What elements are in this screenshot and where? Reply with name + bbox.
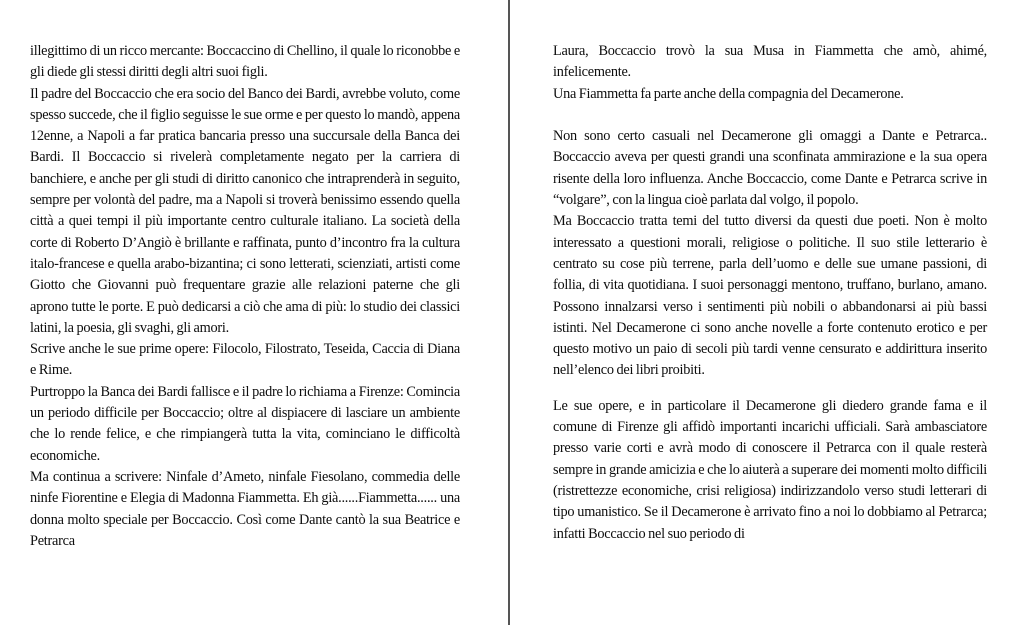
paragraph: Purtroppo la Banca dei Bardi fallisce e il padre lo richiama a Firenze: Comincia un periodo difficile per Boccaccio; oltre al dispiacere di lasciare un ambiente che lo rende felice, e che rimpiangerà tutta la vita, cominciano le difficoltà economiche. (30, 383, 460, 464)
paragraph: Non sono certo casuali nel Decamerone gli omaggi a Dante e Petrarca.. Boccaccio aveva per questi grandi una sconfinata ammirazione e la sua opera risente della loro influenza. Anche Boccaccio, come Dante e Petrarca scrive in “volgare”, con la lingua cioè parlata dal volgo, il popolo. (553, 128, 987, 209)
paragraph: Laura, Boccaccio trovò la sua Musa in Fiammetta che amò, ahimé, infelicemente. (553, 43, 987, 81)
paragraph: illegittimo di un ricco mercante: Boccaccino di Chellino, il quale lo riconobbe e gli diede gli stessi diritti degli altri suoi figli. (30, 43, 460, 81)
paragraph: Una Fiammetta fa parte anche della compagnia del Decamerone. (553, 85, 904, 102)
paragraph: Ma Boccaccio tratta temi del tutto diversi da questi due poeti. Non è molto interessato a questioni morali, religiose o politiche. Il suo stile letterario è centrato su cose più terrene, parla dell’uomo e delle sue umane passioni, di follia, di vita quotidiana. I suoi personaggi mentono, truffano, burlano, amano. Possono innalzarsi verso i sentimenti più nobili o abbandonarsi ai più bassi istinti. Nel Decamerone ci sono anche novelle a forte contenuto erotico e per questo motivo un paio di secoli più tardi venne censurato e addirittura inserito nell’elenco dei libri proibiti. (553, 213, 987, 379)
page-divider (508, 0, 510, 625)
page-left (30, 41, 460, 552)
paragraph: Ma continua a scrivere: Ninfale d’Ameto, ninfale Fiesolano, commedia delle ninfe Fiorentine e Elegia di Madonna Fiammetta. Eh già......Fiammetta...... una donna molto speciale per Boccaccio. Così come Dante cantò la sua Beatrice e Petrarca (30, 468, 460, 549)
paragraph: Le sue opere, e in particolare il Decamerone gli diedero grande fama e il comune di Firenze gli affidò importanti incarichi ufficiali. Sarà ambasciatore presso varie corti e avrà modo di conoscere il Petrarca con il quale resterà sempre in grande amicizia e che lo aiuterà a superare dei momenti molto difficili (ristrettezze economiche, crisi religiosa) indirizzandolo verso studi letterari di tipo umanistico. Se il Decamerone è arrivato fino a noi lo dobbiamo al Petrarca; infatti Boccaccio nel suo periodo di (553, 397, 987, 542)
paragraph: Il padre del Boccaccio che era socio del Banco dei Bardi, avrebbe voluto, come spesso succede, che il figlio seguisse le sue orme e per questo lo mandò, appena 12enne, a Napoli a far pratica bancaria presso una succursale della Banca dei Bardi. Il Boccaccio si rivelerà completamente negato per la carriera di banchiere, e anche per gli studi di diritto canonico che intraprenderà in seguito, sempre per volontà del padre, ma a Napoli si troverà benissimo essendo quella città a quei tempi il più importante centro culturale italiano. La società della corte di Roberto D’Angiò è brillante e raffinata, punto d’incontro fra la cultura italo-francese e quella arabo-bizantina; ci sono letterati, scienziati, artisti come Giotto che Giovanni può frequentare grazie alle relazioni paterne che gli aprono tutte le porte. E può dedicarsi a ciò che ama di più: lo studio dei classici latini, la poesia, gli svaghi, gli amori. (30, 85, 460, 336)
paragraph: Scrive anche le sue prime opere: Filocolo, Filostrato, Teseida, Caccia di Diana e Rime. (30, 341, 460, 379)
page-right (553, 41, 987, 545)
